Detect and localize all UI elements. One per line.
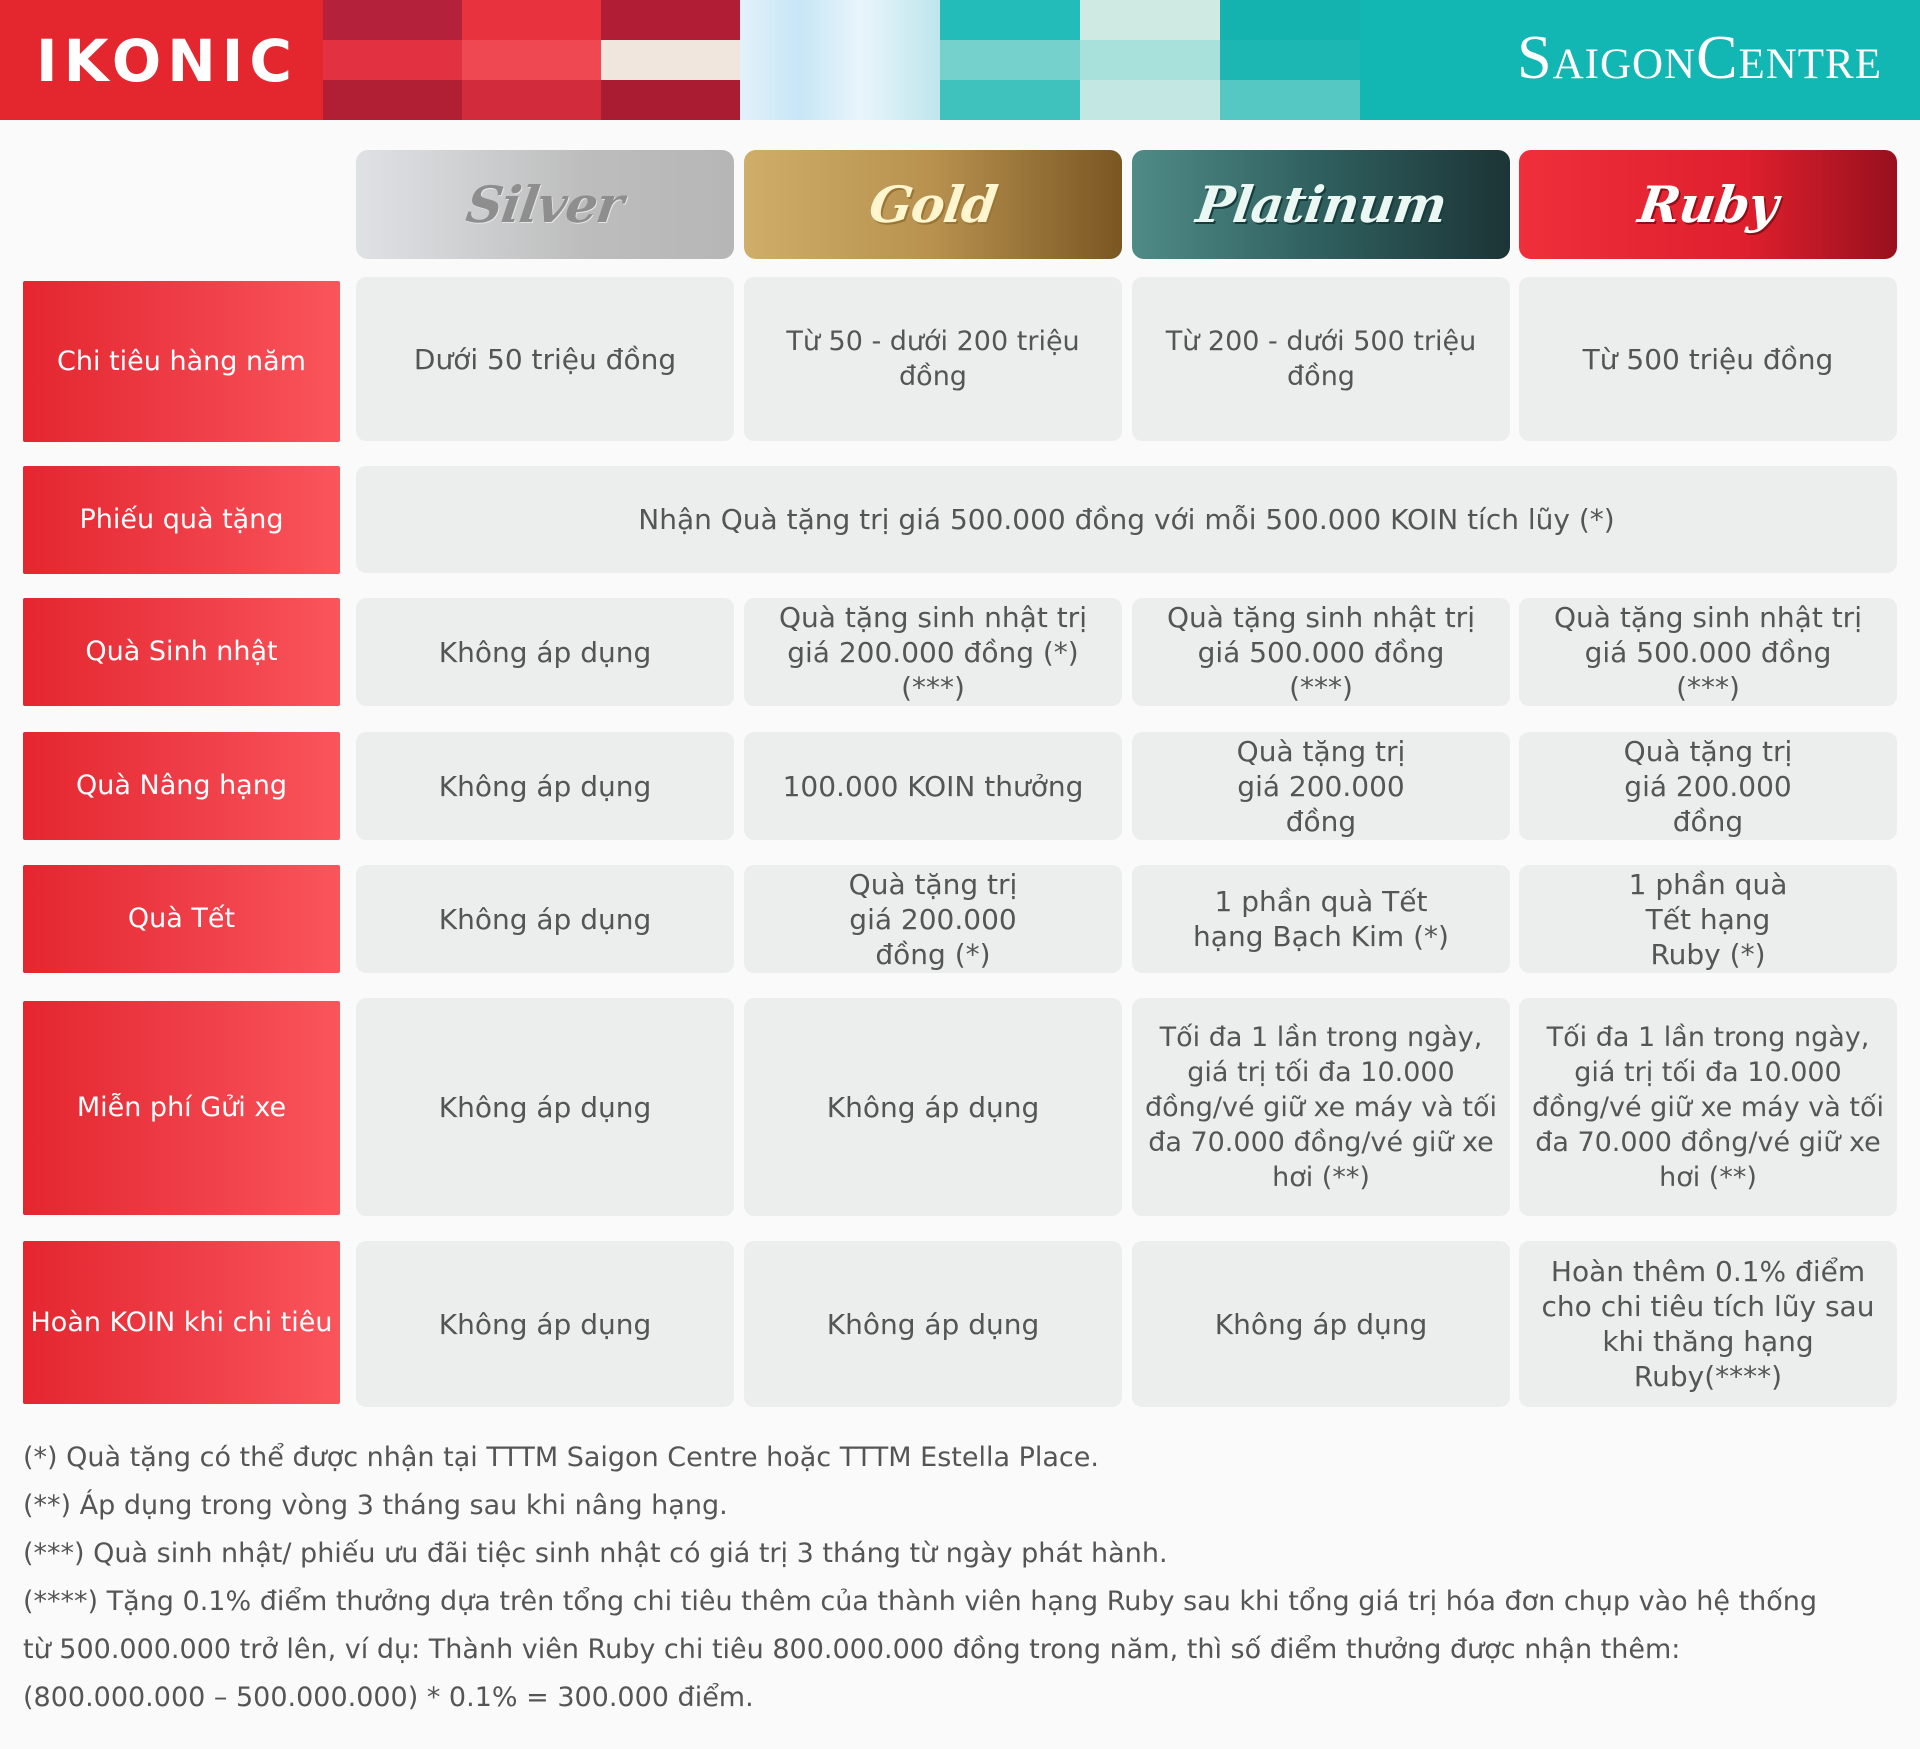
cell-koin-cashback-silver: Không áp dụng bbox=[356, 1241, 734, 1407]
cell-tet-gift-platinum: 1 phần quà Tết hạng Bạch Kim (*) bbox=[1132, 865, 1510, 973]
tier-label-silver: Silver bbox=[463, 175, 627, 234]
cell-birthday-gift-platinum: Quà tặng sinh nhật trị giá 500.000 đồng (***) bbox=[1132, 598, 1510, 706]
cell-upgrade-gift-silver: Không áp dụng bbox=[356, 732, 734, 840]
cell-annual-spending-platinum: Từ 200 - dưới 500 triệu đồng bbox=[1132, 277, 1510, 441]
cell-annual-spending-gold: Từ 50 - dưới 200 triệu đồng bbox=[744, 277, 1122, 441]
footnotes bbox=[23, 1434, 1903, 1722]
row-label-tet-gift: Quà Tết bbox=[23, 865, 340, 973]
cell-gift-voucher-all-tiers: Nhận Quà tặng trị giá 500.000 đồng với mỗi 500.000 KOIN tích lũy (*) bbox=[356, 466, 1897, 573]
ikonic-logo: IKONIC bbox=[36, 27, 298, 95]
cell-free-parking-silver: Không áp dụng bbox=[356, 998, 734, 1216]
tier-header-gold bbox=[744, 150, 1122, 259]
footnote-4: (****) Tặng 0.1% điểm thưởng dựa trên tổng chi tiêu thêm của thành viên hạng Ruby sau khi tổng giá trị hóa đơn chụp vào hệ thống bbox=[23, 1586, 1818, 1617]
footnote-4-example: (800.000.000 – 500.000.000) * 0.1% = 300.000 điểm. bbox=[23, 1682, 754, 1713]
cell-upgrade-gift-gold: 100.000 KOIN thưởng bbox=[744, 732, 1122, 840]
tier-label-gold: Gold bbox=[865, 175, 1001, 234]
tier-header-silver bbox=[356, 150, 734, 259]
cell-birthday-gift-silver: Không áp dụng bbox=[356, 598, 734, 706]
cell-free-parking-platinum: Tối đa 1 lần trong ngày, giá trị tối đa 10.000 đồng/vé giữ xe máy và tối đa 70.000 đồng/vé giữ xe hơi (**) bbox=[1132, 998, 1510, 1216]
cell-upgrade-gift-platinum: Quà tặng trị giá 200.000 đồng bbox=[1132, 732, 1510, 840]
cell-free-parking-gold: Không áp dụng bbox=[744, 998, 1122, 1216]
cell-upgrade-gift-ruby: Quà tặng trị giá 200.000 đồng bbox=[1519, 732, 1897, 840]
tier-label-ruby: Ruby bbox=[1634, 175, 1782, 234]
footnote-4-continued: từ 500.000.000 trở lên, ví dụ: Thành viên Ruby chi tiêu 800.000.000 đồng trong năm, thì số điểm thưởng được nhận thêm: bbox=[23, 1634, 1681, 1665]
row-label-koin-cashback: Hoàn KOIN khi chi tiêu bbox=[23, 1241, 340, 1404]
cell-tet-gift-ruby: 1 phần quà Tết hạng Ruby (*) bbox=[1519, 865, 1897, 973]
cell-birthday-gift-ruby: Quà tặng sinh nhật trị giá 500.000 đồng (***) bbox=[1519, 598, 1897, 706]
row-label-free-parking: Miễn phí Gửi xe bbox=[23, 1001, 340, 1215]
footnote-3: (***) Quà sinh nhật/ phiếu ưu đãi tiệc sinh nhật có giá trị 3 tháng từ ngày phát hành. bbox=[23, 1538, 1168, 1569]
cell-koin-cashback-gold: Không áp dụng bbox=[744, 1241, 1122, 1407]
cell-tet-gift-silver: Không áp dụng bbox=[356, 865, 734, 973]
banner-teal-mosaic bbox=[940, 0, 1360, 120]
cell-free-parking-ruby: Tối đa 1 lần trong ngày, giá trị tối đa 10.000 đồng/vé giữ xe máy và tối đa 70.000 đồng/vé giữ xe hơi (**) bbox=[1519, 998, 1897, 1216]
row-label-annual-spending: Chi tiêu hàng năm bbox=[23, 281, 340, 442]
cell-koin-cashback-platinum: Không áp dụng bbox=[1132, 1241, 1510, 1407]
tier-label-platinum: Platinum bbox=[1192, 175, 1450, 234]
row-label-birthday-gift: Quà Sinh nhật bbox=[23, 598, 340, 706]
row-label-upgrade-gift: Quà Nâng hạng bbox=[23, 732, 340, 840]
row-label-gift-voucher: Phiếu quà tặng bbox=[23, 466, 340, 574]
footnote-1: (*) Quà tặng có thể được nhận tại TTTM Saigon Centre hoặc TTTM Estella Place. bbox=[23, 1442, 1099, 1473]
cell-annual-spending-silver: Dưới 50 triệu đồng bbox=[356, 277, 734, 441]
banner-mid-gradient bbox=[740, 0, 940, 120]
header-banner bbox=[0, 0, 1920, 120]
cell-birthday-gift-gold: Quà tặng sinh nhật trị giá 200.000 đồng (*) (***) bbox=[744, 598, 1122, 706]
banner-red-mosaic bbox=[323, 0, 740, 120]
saigon-centre-logo: SaigonCentre bbox=[1517, 24, 1882, 92]
tier-header-platinum bbox=[1132, 150, 1510, 259]
footnote-2: (**) Áp dụng trong vòng 3 tháng sau khi nâng hạng. bbox=[23, 1490, 728, 1521]
cell-koin-cashback-ruby: Hoàn thêm 0.1% điểm cho chi tiêu tích lũy sau khi thăng hạng Ruby(****) bbox=[1519, 1241, 1897, 1407]
cell-annual-spending-ruby: Từ 500 triệu đồng bbox=[1519, 277, 1897, 441]
tier-header-ruby bbox=[1519, 150, 1897, 259]
cell-tet-gift-gold: Quà tặng trị giá 200.000 đồng (*) bbox=[744, 865, 1122, 973]
